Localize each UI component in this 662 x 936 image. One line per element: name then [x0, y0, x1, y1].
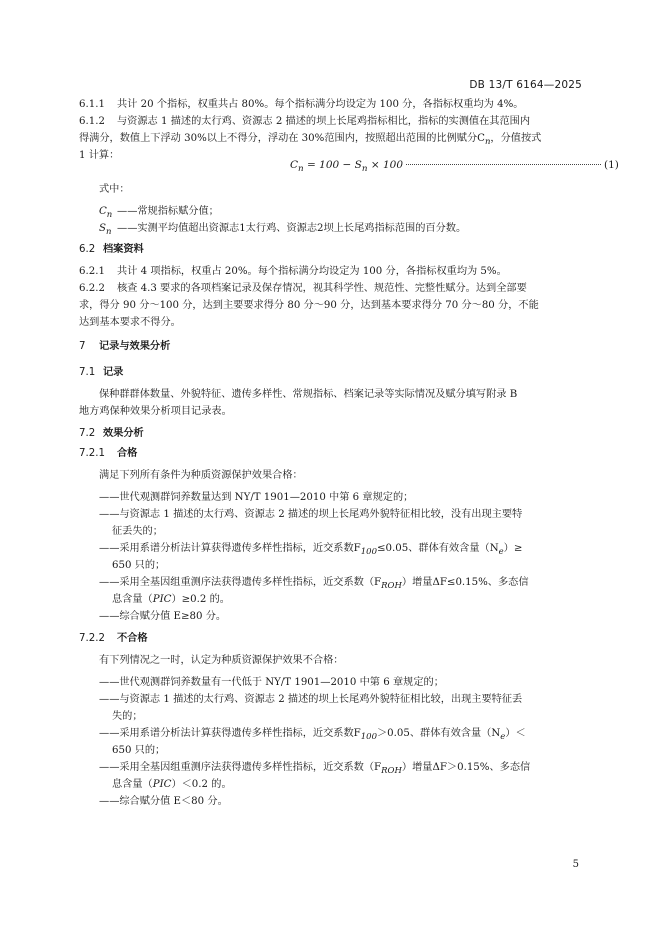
list-item: ——综合赋分值 E＜80 分。 [99, 796, 228, 807]
standard-code: DB 13/T 6164—2025 [469, 79, 582, 91]
definition-sn: $S_n$ ——实测平均值超出资源志1太行鸡、资源志2坝上长尾鸡指标范围的百分数。 [99, 223, 467, 238]
section-7-1-line2: 地方鸡保种效果分析项目记录表。 [79, 406, 232, 417]
definition-cn: $C_n$ ——常规指标赋分值； [99, 206, 219, 221]
list-item: ——采用全基因组重测序法获得遗传多样性指标，近交系数$(F_{ROH})$增量ΔF＞0.15%、多态信 [99, 762, 531, 777]
clause-6-1-2: 6.1.2 与资源志 1 描述的太行鸡、资源志 2 描述的坝上长尾鸡指标相比，指标的实测值在其范围内 [79, 116, 531, 127]
list-item: ——综合赋分值 E≥80 分。 [99, 611, 227, 622]
section-7-1-heading: 7.1 记录 [79, 367, 124, 378]
clause-6-2-2: 6.2.2 核查 4.3 要求的各项档案记录及保存情况，视其科学性、规范性、完整性赋分。达到全部要 [79, 283, 527, 294]
section-7-2-1-intro: 满足下列所有条件为种质资源保护效果合格： [99, 470, 303, 481]
list-item: ——采用系谱分析法计算获得遗传多样性指标，近交系数$F_{100}\le 0.05$、群体有效含量$(N_e)\ge$ [99, 543, 523, 558]
clause-6-1-2-line3: 1 计算： [79, 150, 120, 161]
list-item: ——采用系谱分析法计算获得遗传多样性指标，近交系数$F_{100}>0.05$、群体有效含量$(N_e)<$ [99, 728, 526, 743]
list-item: ——世代观测群饲养数量达到 NY/T 1901—2010 中第 6 章规定的； [99, 492, 414, 503]
page-number: 5 [572, 859, 579, 870]
list-item-cont: 征丢失的； [112, 526, 163, 537]
section-7-2-heading: 7.2 效果分析 [79, 428, 144, 439]
section-7-2-2-intro: 有下列情况之一时，认定为种质资源保护效果不合格： [99, 655, 344, 666]
list-item-cont: 失的； [112, 711, 143, 722]
formula-1: $C_n = 100 - S_n \times 100$ (1) [290, 159, 619, 175]
list-item-cont: 650 只的； [112, 745, 166, 756]
clause-6-2-1: 6.2.1 共计 4 项指标，权重占 20%。每个指标满分均设定为 100 分，各指标权重均为 5%。 [79, 266, 507, 277]
list-item: ——与资源志 1 描述的太行鸡、资源志 2 描述的坝上长尾鸡外貌特征相比较，出现主要特征丢 [99, 694, 523, 705]
definitions-intro: 式中： [99, 184, 130, 195]
clause-6-2-2-line3: 达到基本要求不得分。 [79, 317, 181, 328]
clause-6-2-2-line2: 求，得分 90 分～100 分，达到主要要求得分 80 分～90 分，达到基本要求得分 70 分～80 分，不能 [79, 300, 539, 311]
section-7-1-line1: 保种群群体数量、外貌特征、遗传多样性、常规指标、档案记录等实际情况及赋分填写附录 B [99, 389, 518, 400]
section-6-2-heading: 6.2 档案资料 [79, 244, 144, 255]
list-item-cont: 息含量（PIC）＜0.2 的。 [112, 779, 232, 790]
list-item: ——与资源志 1 描述的太行鸡、资源志 2 描述的坝上长尾鸡外貌特征相比较，没有出现主要特 [99, 509, 523, 520]
list-item: ——世代观测群饲养数量有一代低于 NY/T 1901—2010 中第 6 章规定的； [99, 677, 444, 688]
section-7-2-1-heading: 7.2.1 合格 [79, 448, 138, 459]
list-item: ——采用全基因组重测序法获得遗传多样性指标，近交系数$(F_{ROH})$增量ΔF≤0.15%、多态信 [99, 577, 529, 592]
list-item-cont: 650 只的； [112, 560, 166, 571]
list-item-cont: 息含量（PIC）≥0.2 的。 [112, 594, 230, 605]
section-7-heading: 7 记录与效果分析 [79, 341, 171, 352]
section-7-2-2-heading: 7.2.2 不合格 [79, 633, 148, 644]
clause-6-1-1: 6.1.1 共计 20 个指标，权重共占 80%。每个指标满分均设定为 100 分，各指标权重均为 4%。 [79, 99, 524, 110]
clause-6-1-2-line2: 得满分，数值上下浮动 30%以上不得分，浮动在 30%范围内，按照超出范围的比例赋分$C_n$，分值按式 [79, 133, 542, 148]
dot-leader [406, 164, 601, 165]
